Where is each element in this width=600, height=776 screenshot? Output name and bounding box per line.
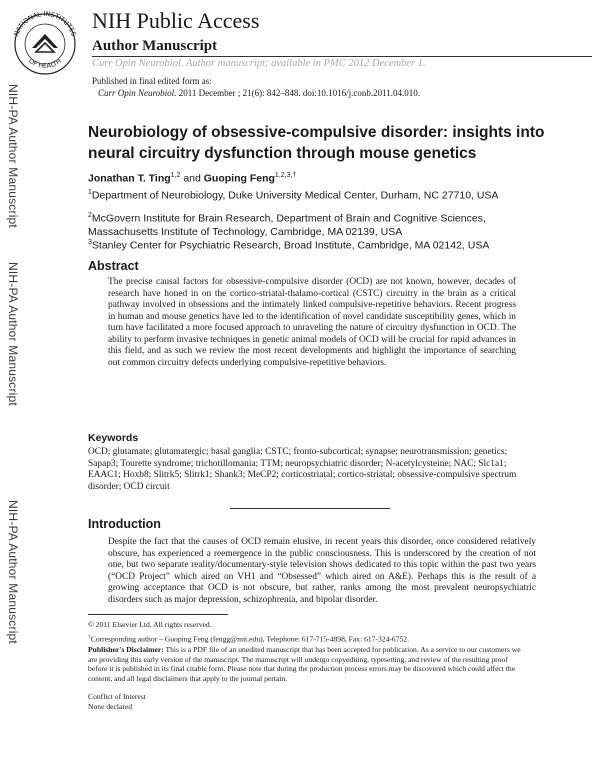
conflict-of-interest-value: None declared bbox=[88, 702, 133, 711]
published-label: Published in final edited form as: bbox=[92, 76, 212, 86]
svg-text:OF HEALTH bbox=[27, 57, 63, 70]
svg-text:NATIONAL INSTITUTES bbox=[12, 10, 77, 37]
header-availability: Author manuscript; available in PMC 2012 December 1. bbox=[185, 58, 426, 69]
affiliation-sup: 3 bbox=[88, 239, 92, 246]
header-citation bbox=[92, 58, 426, 69]
author-list bbox=[88, 172, 296, 185]
affiliation-sup: 2 bbox=[88, 212, 92, 219]
conflict-of-interest-label: Conflict of Interest bbox=[88, 692, 146, 701]
article-title: Neurobiology of obsessive-compulsive disorder: insights into neural circuitry dysfunction through mouse genetics bbox=[88, 124, 545, 162]
copyright-note: © 2011 Elsevier Ltd. All rights reserved. bbox=[88, 620, 212, 629]
author-joiner: and bbox=[183, 172, 201, 185]
abstract-text: The precise causal factors for obsessive-compulsive disorder (OCD) are not known, however, decades of research have honed in on the cortico-striatal-thalamo-cortical (CSTC) circuitry in the brain as a critical pathway involved in obsessions and the intimately linked compulsive-repetitive behaviors. Recent progress in human and mouse genetics have led to the identification of novel candidate susceptibility genes, which in turn have facilitated a more focused approach to unraveling the nature of circuitry dysfunction in OCD. The ability to perform invasive techniques in genetic animal models of OCD will be crucial for rapid advances in this field, and as such we review the most recent developments and highlight the importance of searching out common circuitry defects underlying compulsive-repetitive behaviors. bbox=[108, 277, 516, 368]
nih-logo bbox=[8, 6, 82, 76]
affiliation-text: McGovern Institute for Brain Research, Department of Brain and Cognitive Sciences, Massachusetts Institute of Technology, Cambridge, MA 02139, USA bbox=[88, 212, 486, 238]
keywords-text: OCD; glutamate; glutamatergic; basal ganglia; CSTC; fronto-subcortical; synapse; neurotransmission; genetics; Sapap3; Tourette syndrome; trichotillomania; TTM; neuropsychiatric disorder; N-acetylcysteine; NAC; Slc1a1; EAAC1; Hoxb8; Slitrk5; Slitrk1; Shank3; MeCP2; corticostriatal; cortico-striatal; obsessive-compulsive spectrum disorder; OCD circuit bbox=[88, 447, 517, 492]
publisher-disclaimer bbox=[88, 645, 528, 683]
affiliation-text: Stanley Center for Psychiatric Research, Broad Institute, Cambridge, MA 02142, USA bbox=[91, 239, 490, 252]
author-name: Jonathan T. Ting bbox=[88, 172, 171, 185]
nih-public-access-title: NIH Public Access bbox=[92, 8, 260, 33]
affiliation-sup: 1 bbox=[88, 189, 92, 196]
author-name: Guoping Feng bbox=[203, 172, 275, 185]
logo-text-top: NATIONAL INSTITUTES bbox=[12, 9, 78, 38]
disclaimer-text: This is a PDF file of an unedited manuscript that has been accepted for publication. As a service to our customers we are providing this early version of the manuscript. The manuscript will undergo copyediting, typesetting, and review of the resulting proof before it is published in its final citable form. Please note that during the production process errors may be discovered which could affect the content, and all legal disclaimers that apply to the journal pertain. bbox=[88, 645, 521, 683]
affiliation bbox=[88, 236, 558, 253]
introduction-heading: Introduction bbox=[88, 517, 161, 531]
keywords-heading: Keywords bbox=[88, 432, 139, 444]
header-divider bbox=[92, 56, 592, 57]
author-sup: 1,2 bbox=[170, 172, 181, 179]
abstract-heading: Abstract bbox=[88, 259, 139, 273]
author-manuscript-label: Author Manuscript bbox=[92, 38, 218, 54]
side-label-middle: NIH-PA Author Manuscript bbox=[6, 262, 20, 406]
affiliation-text: Department of Neurobiology, Duke University Medical Center, Durham, NC 27710, USA bbox=[91, 189, 499, 202]
introduction-text: Despite the fact that the causes of OCD remain elusive, in recent years this disorder, once considered relatively obscure, has experienced a reemergence in the public consciousness. This is underscored by the creation of not one, but two separate reality/documentary-style television shows dedicated to this topic within the past two years (“OCD Project” which aired on VH1 and “Obsessed” which aired on A&E). Perhaps this is the result of a growing acceptance that OCD is not obscure, but rather, ranks among the most prevalent neuropsychiatric disorders such as major depression, schizophrenia, and bipolar disorder. bbox=[108, 537, 536, 605]
corresponding-text: Corresponding author – Guoping Feng (fengg@mit.edu), Telephone: 617-715-4898, Fax: 617-324-6752. bbox=[90, 634, 410, 644]
affiliation bbox=[88, 209, 558, 239]
disclaimer-label: Publisher's Disclaimer: bbox=[88, 645, 164, 654]
side-label-bottom: NIH-PA Author Manuscript bbox=[6, 500, 20, 644]
published-citation bbox=[98, 88, 420, 98]
author-sup: 1,2,3,† bbox=[274, 172, 297, 179]
header-journal: Curr Opin Neurobiol. bbox=[92, 58, 184, 69]
footnote-divider bbox=[88, 614, 228, 615]
corresponding-author-note bbox=[88, 633, 528, 644]
section-divider bbox=[230, 508, 390, 509]
affiliation bbox=[88, 186, 558, 203]
side-label-top: NIH-PA Author Manuscript bbox=[6, 84, 20, 228]
logo-text-bottom: OF HEALTH bbox=[27, 56, 63, 70]
corresponding-sup: † bbox=[88, 634, 91, 640]
published-details: 2011 December ; 21(6): 842–848. doi:10.1016/j.conb.2011.04.010. bbox=[178, 88, 420, 98]
published-journal: Curr Opin Neurobiol. bbox=[98, 88, 177, 98]
